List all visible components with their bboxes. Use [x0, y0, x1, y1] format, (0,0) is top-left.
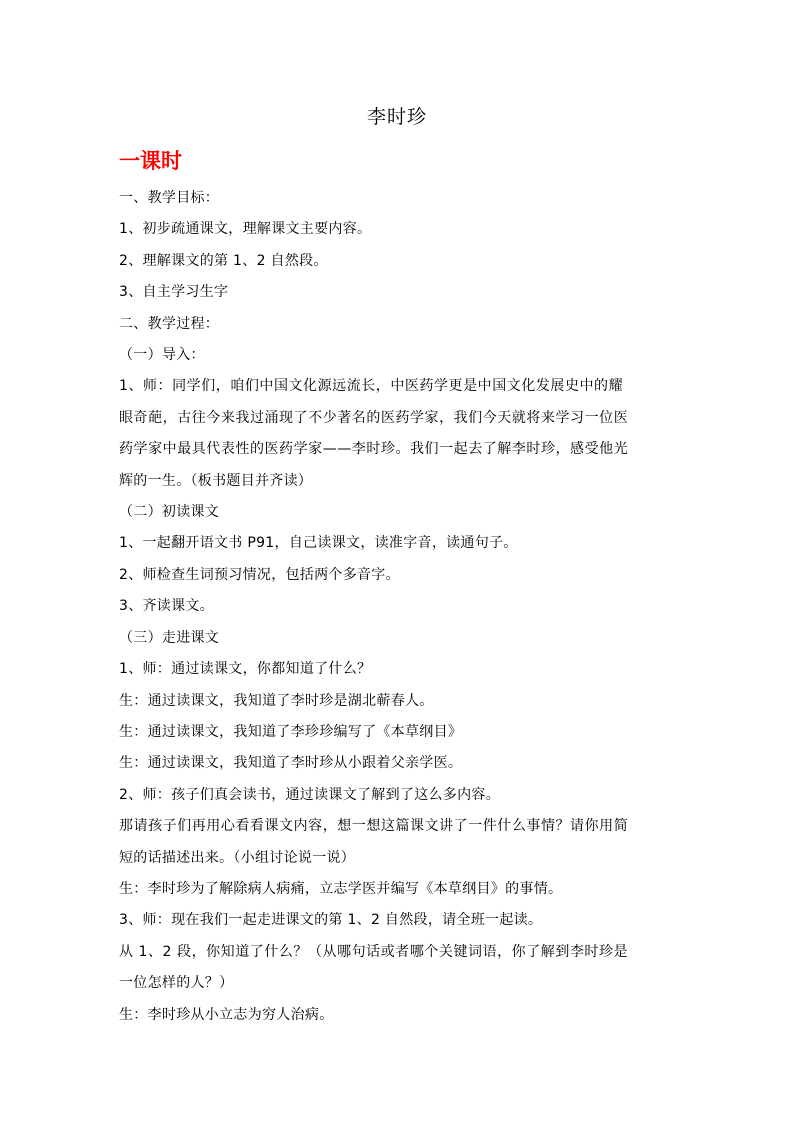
text-line: 3、自主学习生字 — [119, 284, 229, 301]
text-line: 3、齐读课文。 — [119, 598, 215, 615]
text-line: 一位怎样的人？） — [119, 975, 234, 992]
text-line: 从 1、2 段，你知道了什么？（从哪句话或者哪个关键词语，你了解到李时珍是 — [119, 943, 629, 960]
text-line: （一）导入： — [119, 347, 205, 364]
document-body — [119, 183, 677, 1031]
text-line: 1、一起翻开语文书 P91，自己读课文，读准字音，读通句子。 — [119, 535, 518, 552]
text-line: 生：李时珍从小立志为穷人治病。 — [119, 1006, 334, 1023]
text-line: 生：通过读课文，我知道了李时珍是湖北蕲春人。 — [119, 692, 434, 709]
text-line: 1、师：同学们，咱们中国文化源远流长，中医药学更是中国文化发展史中的耀 — [119, 378, 624, 395]
text-line: （三）走进课文 — [119, 629, 220, 646]
text-line: 2、师：孩子们真会读书，通过读课文了解到了这么多内容。 — [119, 786, 501, 803]
document-title: 李时珍 — [366, 106, 427, 128]
text-line: 生：通过读课文，我知道了李时珍从小跟着父亲学医。 — [119, 755, 463, 772]
text-line: 辉的一生。（板书题目并齐读） — [119, 472, 313, 489]
lesson-heading: 一课时 — [119, 149, 182, 173]
text-line: 1、初步疏通课文，理解课文主要内容。 — [119, 221, 372, 238]
text-line: 眼奇葩，古往今来我过涌现了不少著名的医药学家，我们今天就将来学习一位医 — [119, 409, 629, 426]
text-line: 2、师检查生词预习情况，包括两个多音字。 — [119, 566, 400, 583]
text-line: 二、教学过程： — [119, 315, 220, 332]
text-line: 3、师：现在我们一起走进课文的第 1、2 自然段，请全班一起读。 — [119, 912, 543, 929]
text-line: 短的话描述出来。（小组讨论说一说） — [119, 849, 356, 866]
text-line: 那请孩子们再用心看看课文内容，想一想这篇课文讲了一件什么事情？请你用简 — [119, 818, 629, 835]
text-line: 2、理解课文的第 1、2 自然段。 — [119, 252, 328, 269]
text-line: （二）初读课文 — [119, 504, 220, 521]
text-line: 药学家中最具代表性的医药学家——李时珍。我们一起去了解李时珍，感受他光 — [119, 441, 629, 458]
text-line: 一、教学目标： — [119, 190, 220, 206]
text-line: 1、师：通过读课文，你都知道了什么？ — [119, 661, 372, 678]
text-line: 生：李时珍为了解除病人病痛，立志学医并编写《本草纲目》的事情。 — [119, 880, 563, 897]
text-line: 生：通过读课文，我知道了李珍珍编写了《本草纲目》 — [119, 723, 463, 740]
